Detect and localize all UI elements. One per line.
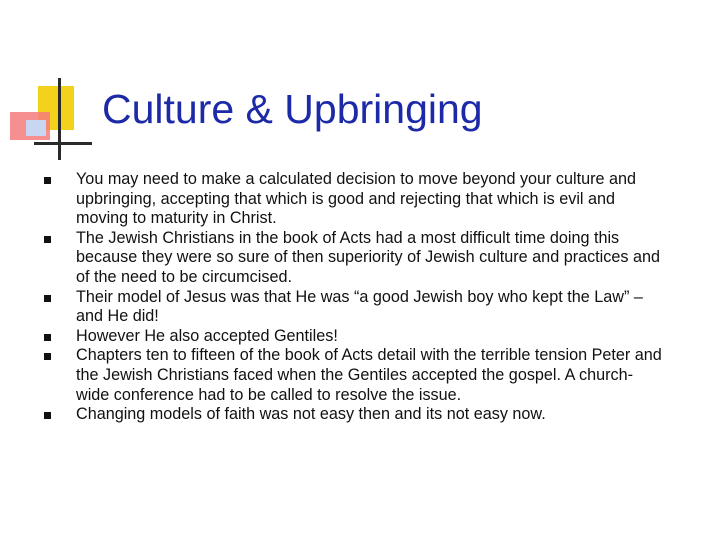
square-bullet-icon xyxy=(44,177,51,184)
decorative-squares-logo xyxy=(0,0,120,170)
square-bullet-icon xyxy=(44,295,51,302)
bullet-text: Chapters ten to fifteen of the book of Acts detail with the terrible tension Peter and the Jewish Christians faced when the Gentiles accepted the gospel. A church-wide conference had to be called to resolve the issue. xyxy=(76,346,662,404)
square-bullet-icon xyxy=(44,353,51,360)
square-bullet-icon xyxy=(44,412,51,419)
bullet-list xyxy=(44,170,664,425)
bullet-item xyxy=(44,229,664,288)
square-bullet-icon xyxy=(44,334,51,341)
bullet-text: However He also accepted Gentiles! xyxy=(76,326,338,345)
bullet-item xyxy=(44,405,664,425)
bullet-item xyxy=(44,346,664,405)
slide-title: Culture & Upbringing xyxy=(102,86,483,132)
bullet-text: The Jewish Christians in the book of Acts had a most difficult time doing this because they were so sure of then superiority of Jewish culture and practices and of the need to be circumcised. xyxy=(76,228,660,286)
bullet-item xyxy=(44,288,664,327)
lightblue-square xyxy=(26,120,46,136)
bullet-text: Changing models of faith was not easy then and its not easy now. xyxy=(76,405,546,424)
bullet-item xyxy=(44,170,664,229)
vertical-line xyxy=(58,78,61,160)
horizontal-line xyxy=(34,142,92,145)
bullet-text: You may need to make a calculated decision to move beyond your culture and upbringing, accepting that which is good and rejecting that which is evil and moving to maturity in Christ. xyxy=(76,170,637,228)
square-bullet-icon xyxy=(44,236,51,243)
bullet-item xyxy=(44,327,664,347)
bullet-text: Their model of Jesus was that He was “a good Jewish boy who kept the Law” – and He did! xyxy=(76,287,643,326)
